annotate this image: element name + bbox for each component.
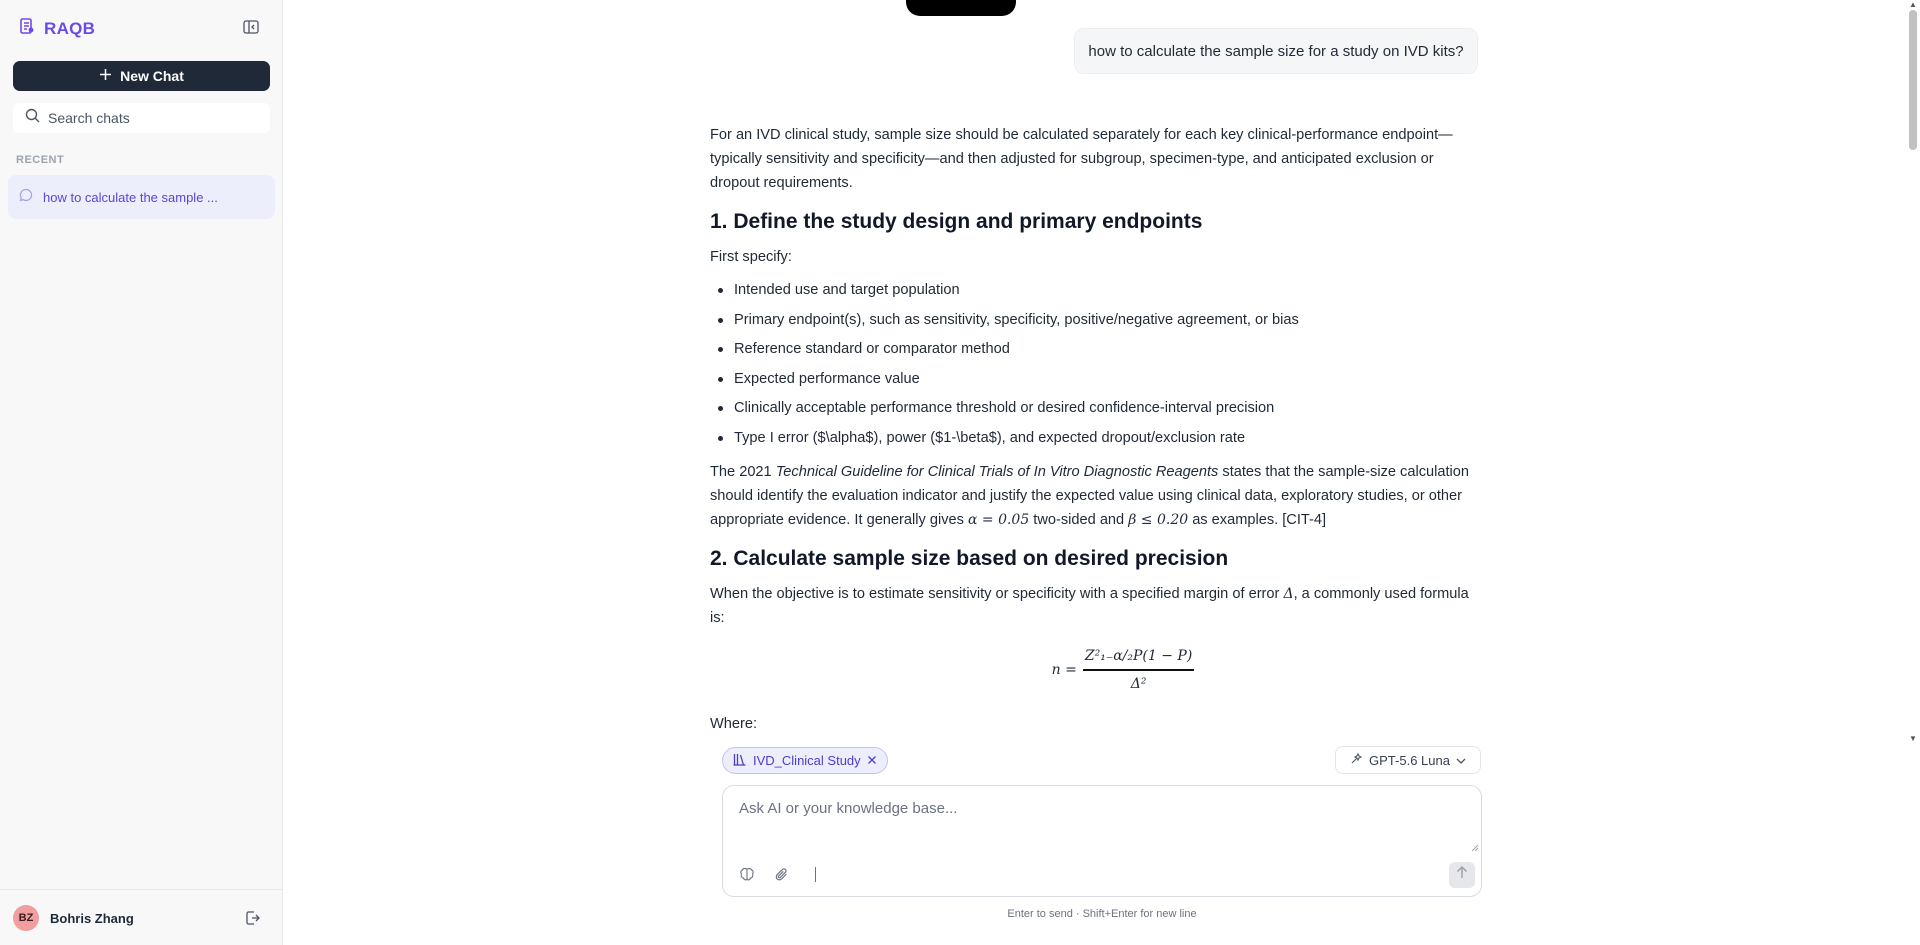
brain-icon[interactable] (737, 864, 757, 884)
guideline-title: Technical Guideline for Clinical Trials of In Vitro Diagnostic Reagents (775, 463, 1219, 480)
answer-heading-2: 2. Calculate sample size based on desired precision (710, 546, 1229, 570)
assistant-answer (710, 123, 1486, 740)
keyboard-hint: Enter to send · Shift+Enter for new line (1007, 908, 1197, 920)
chat-history-label: how to calculate the sample ... (43, 189, 218, 205)
scrollbar[interactable] (1906, 0, 1920, 745)
model-selector[interactable] (1335, 746, 1481, 774)
scroll-up-arrow-icon[interactable]: ▲ (1909, 0, 1917, 9)
alpha-expression: α = 0.05 (967, 511, 1030, 528)
model-label: GPT-5.6 Luna (1369, 752, 1450, 768)
brand-logo-icon (20, 18, 34, 39)
attach-icon[interactable] (771, 864, 791, 884)
brand[interactable] (20, 18, 95, 39)
user-bar (0, 889, 283, 945)
beta-expression: β ≤ 0.20 (1128, 511, 1189, 528)
where-label: Where: (710, 715, 758, 732)
formula-lhs: n = (1051, 661, 1077, 678)
search-input[interactable] (48, 110, 258, 126)
user-name: Bohris Zhang (50, 911, 134, 926)
precision-text-pre: When the objective is to estimate sensitivity or specificity with a specified margin of error (710, 585, 1284, 602)
delta-symbol: Δ (1283, 585, 1294, 602)
conversation-area (284, 0, 1904, 740)
guideline-text-pre: The 2021 (710, 463, 776, 480)
send-button[interactable] (1449, 862, 1475, 888)
new-chat-label: New Chat (120, 68, 184, 84)
scroll-down-arrow-icon[interactable]: ▼ (1909, 734, 1917, 743)
list-item: Primary endpoint(s), such as sensitivity, specificity, positive/negative agreement, or bias (710, 308, 1486, 332)
formula-denominator: Δ² (1130, 675, 1147, 692)
user-message-bubble: how to calculate the sample size for a study on IVD kits? (1074, 28, 1478, 74)
guideline-text-mid: two-sided and (1029, 511, 1129, 528)
endpoint-list (710, 278, 1486, 450)
brand-name: RAQB (44, 18, 96, 38)
knowledge-base-chip[interactable] (722, 747, 888, 774)
answer-heading-1: 1. Define the study design and primary endpoints (710, 210, 1203, 233)
sidebar (0, 0, 283, 945)
scroll-thumb[interactable] (1909, 10, 1917, 150)
message-input[interactable] (739, 800, 1459, 840)
collapse-sidebar-icon[interactable] (243, 20, 261, 36)
knowledge-base-label: IVD_Clinical Study (753, 753, 861, 768)
list-item: Expected performance value (710, 367, 1486, 391)
chat-bubble-icon (19, 188, 33, 207)
answer-intro: For an IVD clinical study, sample size should be calculated separately for each key clinical-performance endpoint—typically sensitivity and specificity—and then adjusted for subgroup, specimen-type, and anticipated exclusion or dropout requirements. (710, 127, 1453, 191)
resize-handle-icon[interactable] (1471, 839, 1479, 847)
sample-size-formula (710, 644, 1486, 696)
formula-fraction (1083, 644, 1194, 696)
close-icon[interactable] (867, 753, 877, 768)
toolbar-divider (815, 867, 816, 882)
logout-icon[interactable] (245, 910, 261, 931)
recent-section-label: RECENT (16, 154, 65, 166)
first-specify-text: First specify: (710, 249, 792, 265)
library-icon (733, 753, 747, 769)
message-composer (722, 785, 1482, 897)
list-item: Reference standard or comparator method (710, 337, 1486, 361)
list-item: Type I error ($\alpha$), power ($1-\beta$), and expected dropout/exclusion rate (710, 426, 1486, 450)
plus-icon (99, 68, 112, 84)
search-chats[interactable] (13, 103, 270, 133)
guideline-paragraph (710, 460, 1486, 532)
precision-text-post: , a commonly used formula is: (710, 585, 1469, 626)
guideline-text-end: as examples. [CIT-4] (1188, 511, 1327, 528)
model-sparkle-icon (1350, 752, 1363, 768)
formula-numerator: Z²₁₋α/₂P(1 − P) (1083, 644, 1194, 671)
list-item: Clinically acceptable performance threshold or desired confidence-interval precision (710, 396, 1486, 420)
precision-paragraph (710, 582, 1486, 630)
guideline-text-post: states that the sample-size calculation should identify the evaluation indicator and justify the expected value using clinical data, exploratory studies, or other appropriate evidence. It generally gives (710, 463, 1470, 528)
search-icon (25, 108, 40, 128)
arrow-up-icon (1456, 866, 1468, 884)
list-item: Intended use and target population (710, 278, 1486, 302)
avatar[interactable]: BZ (13, 905, 39, 931)
new-chat-button[interactable] (13, 61, 270, 91)
chevron-down-icon (1456, 753, 1466, 768)
chat-history-item[interactable] (8, 175, 275, 219)
